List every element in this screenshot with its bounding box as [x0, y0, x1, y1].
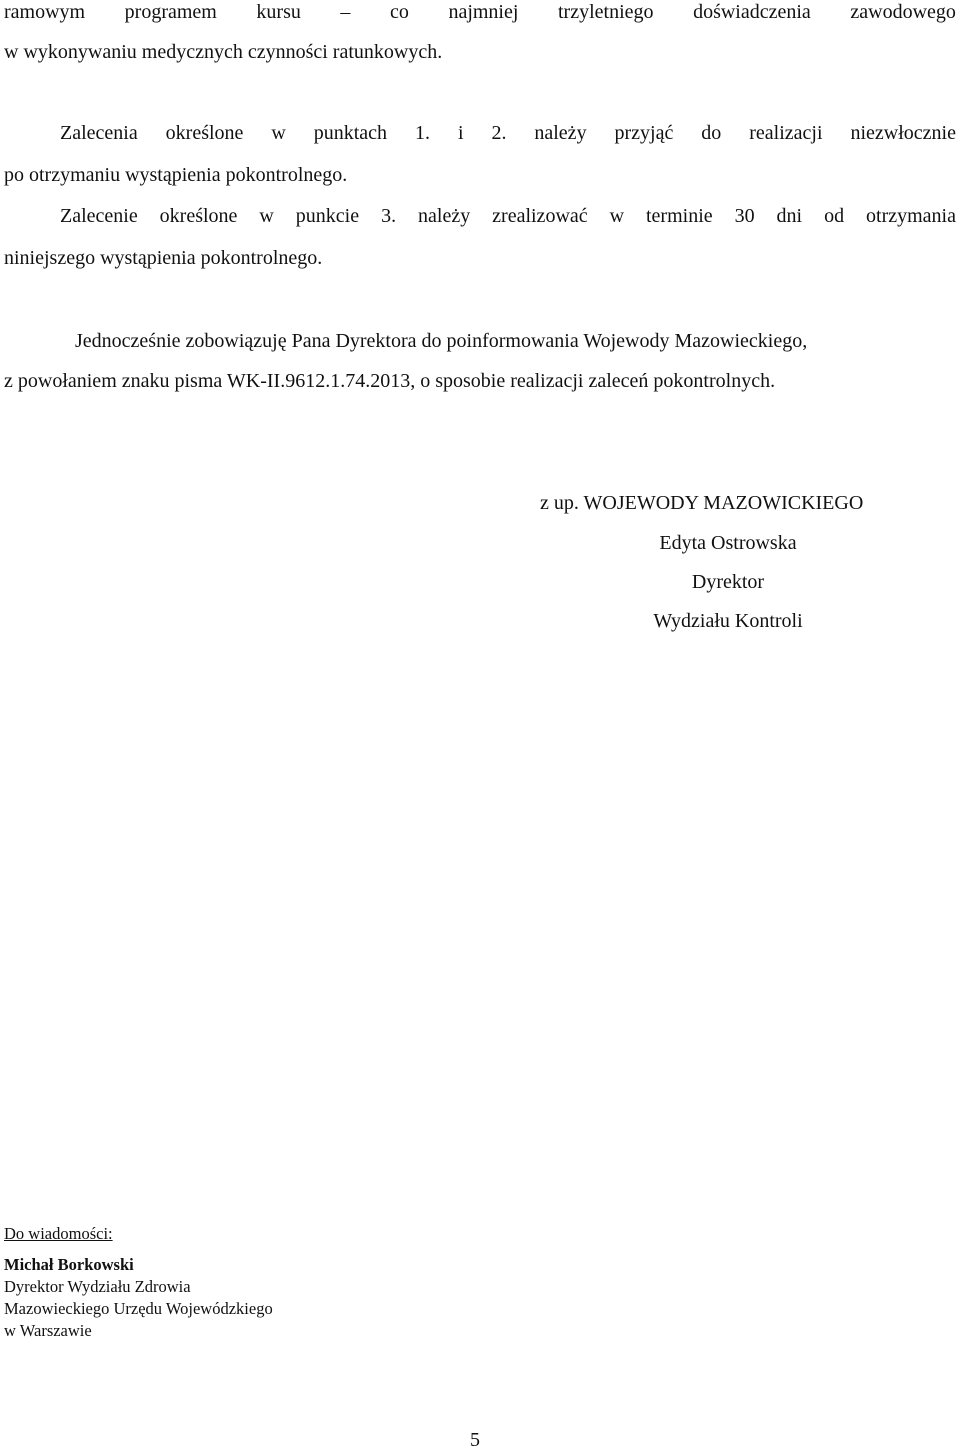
word: otrzymania [866, 205, 956, 227]
word: Zalecenie [60, 205, 138, 227]
word: terminie [646, 205, 713, 227]
signature-authority: z up. WOJEWODY MAZOWICKIEGO [540, 492, 864, 514]
word: w [609, 205, 625, 227]
word: trzyletniego [557, 1, 654, 23]
word: punkcie [295, 205, 360, 227]
word: przyjąć [614, 122, 674, 144]
word: Zalecenia [60, 122, 138, 144]
p2-line1 [60, 121, 956, 145]
word: i [457, 122, 464, 144]
cc-recipient-title: Dyrektor Wydziału Zdrowia [4, 1277, 191, 1296]
word: zrealizować [492, 205, 588, 227]
word: realizacji [749, 122, 823, 144]
word: w [259, 205, 274, 227]
p2-line2: po otrzymaniu wystąpienia pokontrolnego. [4, 164, 348, 186]
signature-title: Dyrektor [691, 571, 765, 593]
word: doświadczenia [693, 1, 811, 23]
word: 30 [734, 205, 755, 227]
word: kursu [256, 1, 301, 23]
p3-line1 [60, 204, 956, 228]
word: 2. [491, 122, 507, 144]
word: punktach [313, 122, 388, 144]
word: 3. [381, 205, 397, 227]
p1-line1 [4, 0, 956, 24]
word: niezwłocznie [850, 122, 956, 144]
word: 1. [415, 122, 430, 144]
word: od [824, 205, 845, 227]
word: ramowym [4, 1, 86, 23]
cc-recipient-name: Michał Borkowski [4, 1255, 134, 1274]
word: określone [165, 122, 244, 144]
word: do [701, 122, 722, 144]
word: określone [159, 205, 238, 227]
signature-department: Wydziału Kontroli [653, 610, 803, 632]
cc-recipient-city: w Warszawie [4, 1321, 92, 1340]
cc-recipient-office: Mazowieckiego Urzędu Wojewódzkiego [4, 1299, 273, 1318]
word: zawodowego [850, 1, 956, 23]
p1-line2: w wykonywaniu medycznych czynności ratunkowych. [4, 41, 443, 63]
word: – [340, 1, 351, 23]
p4-line2: z powołaniem znaku pisma WK-II.9612.1.74.2013, o sposobie realizacji zaleceń pokontrolnych. [4, 370, 776, 392]
word: należy [534, 122, 587, 144]
word: programem [124, 1, 217, 23]
cc-heading: Do wiadomości: [4, 1224, 113, 1243]
word: należy [418, 205, 471, 227]
p3-line2: niniejszego wystąpienia pokontrolnego. [4, 247, 323, 269]
p4-line1: Jednocześnie zobowiązuję Pana Dyrektora do poinformowania Wojewody Mazowieckiego, [75, 330, 808, 352]
signature-name: Edyta Ostrowska [659, 532, 797, 554]
word: najmniej [448, 1, 519, 23]
word: w [271, 122, 286, 144]
word: co [389, 1, 409, 23]
page-number: 5 [470, 1429, 480, 1451]
word: dni [776, 205, 803, 227]
